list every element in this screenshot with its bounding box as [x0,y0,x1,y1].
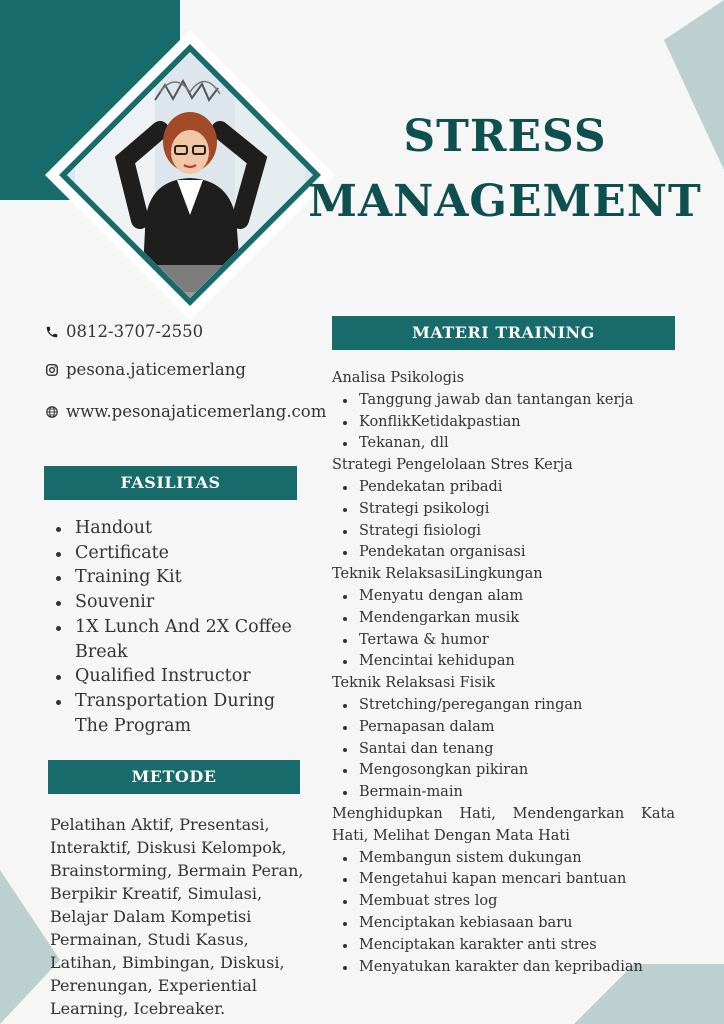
list-item: Tertawa & humor [332,630,682,652]
materi-section-title: Menghidupkan Hati, Mendengarkan Kata Hati, Melihat Dengan Mata Hati [332,805,675,844]
list-item: Pernapasan dalam [332,717,682,739]
title-line-1: STRESS [403,111,607,162]
list-item: KonflikKetidakpastian [332,412,682,434]
globe-icon [44,404,60,420]
materi-section-title: Teknik RelaksasiLingkungan [332,566,543,583]
phone-number: 0812-3707-2550 [66,322,204,341]
list-item: Mendengarkan musik [332,608,682,630]
materi-section-title: Analisa Psikologis [332,370,465,386]
title-line-2: MANAGEMENT [308,176,702,227]
list-item: Menciptakan karakter anti stres [332,935,682,957]
contact-phone[interactable] [44,322,203,341]
list-item: Transportation During The Program [54,689,304,738]
list-item: Menyatu dengan alam [332,586,682,608]
list-item: Tanggung jawab dan tantangan kerja [332,390,682,412]
list-item: Qualified Instructor [54,664,304,689]
materi-content [332,368,682,978]
list-item: Bermain-main [332,782,682,804]
phone-icon [44,324,60,340]
instagram-handle: pesona.jaticemerlang [66,360,246,379]
contact-instagram[interactable] [44,360,246,379]
list-item: Strategi fisiologi [332,521,682,543]
list-item: Pendekatan organisasi [332,542,682,564]
list-item: Training Kit [54,565,304,590]
fasilitas-list [54,516,304,738]
list-item: Pendekatan pribadi [332,477,682,499]
list-item: Strategi psikologi [332,499,682,521]
list-item: Handout [54,516,304,541]
stressed-woman-illustration [45,30,335,320]
list-item: Mencintai kehidupan [332,651,682,673]
materi-section-title: Strategi Pengelolaan Stres Kerja [332,457,573,474]
metode-heading: METODE [48,760,300,794]
materi-section-title: Teknik Relaksasi Fisik [332,675,496,692]
list-item: Menyatukan karakter dan kepribadian [332,957,682,979]
list-item: 1X Lunch And 2X Coffee Break [54,615,304,664]
list-item: Mengosongkan pikiran [332,760,682,782]
instagram-icon [44,362,60,378]
metode-text: Pelatihan Aktif, Presentasi, Interaktif, Diskusi Kelompok, Brainstorming, Bermain Peran, Berpikir Kreatif, Simulasi, Belajar Dalam Kompetisi Permainan, Studi Kasus, Latihan, Bimbingan, Diskusi, Perenungan, Experiential Learning, Icebreaker. [50,815,304,1018]
materi-heading: MATERI TRAINING [332,316,675,350]
contact-website[interactable] [44,402,326,421]
list-item: Mengetahui kapan mencari bantuan [332,869,682,891]
list-item: Santai dan tenang [332,739,682,761]
list-item: Souvenir [54,590,304,615]
list-item: Membuat stres log [332,891,682,913]
list-item: Menciptakan kebiasaan baru [332,913,682,935]
website-url: www.pesonajaticemerlang.com [66,402,327,421]
fasilitas-heading: FASILITAS [44,466,297,500]
list-item: Stretching/peregangan ringan [332,695,682,717]
list-item: Membangun sistem dukungan [332,848,682,870]
list-item: Certificate [54,541,304,566]
list-item: Tekanan, dll [332,433,682,455]
